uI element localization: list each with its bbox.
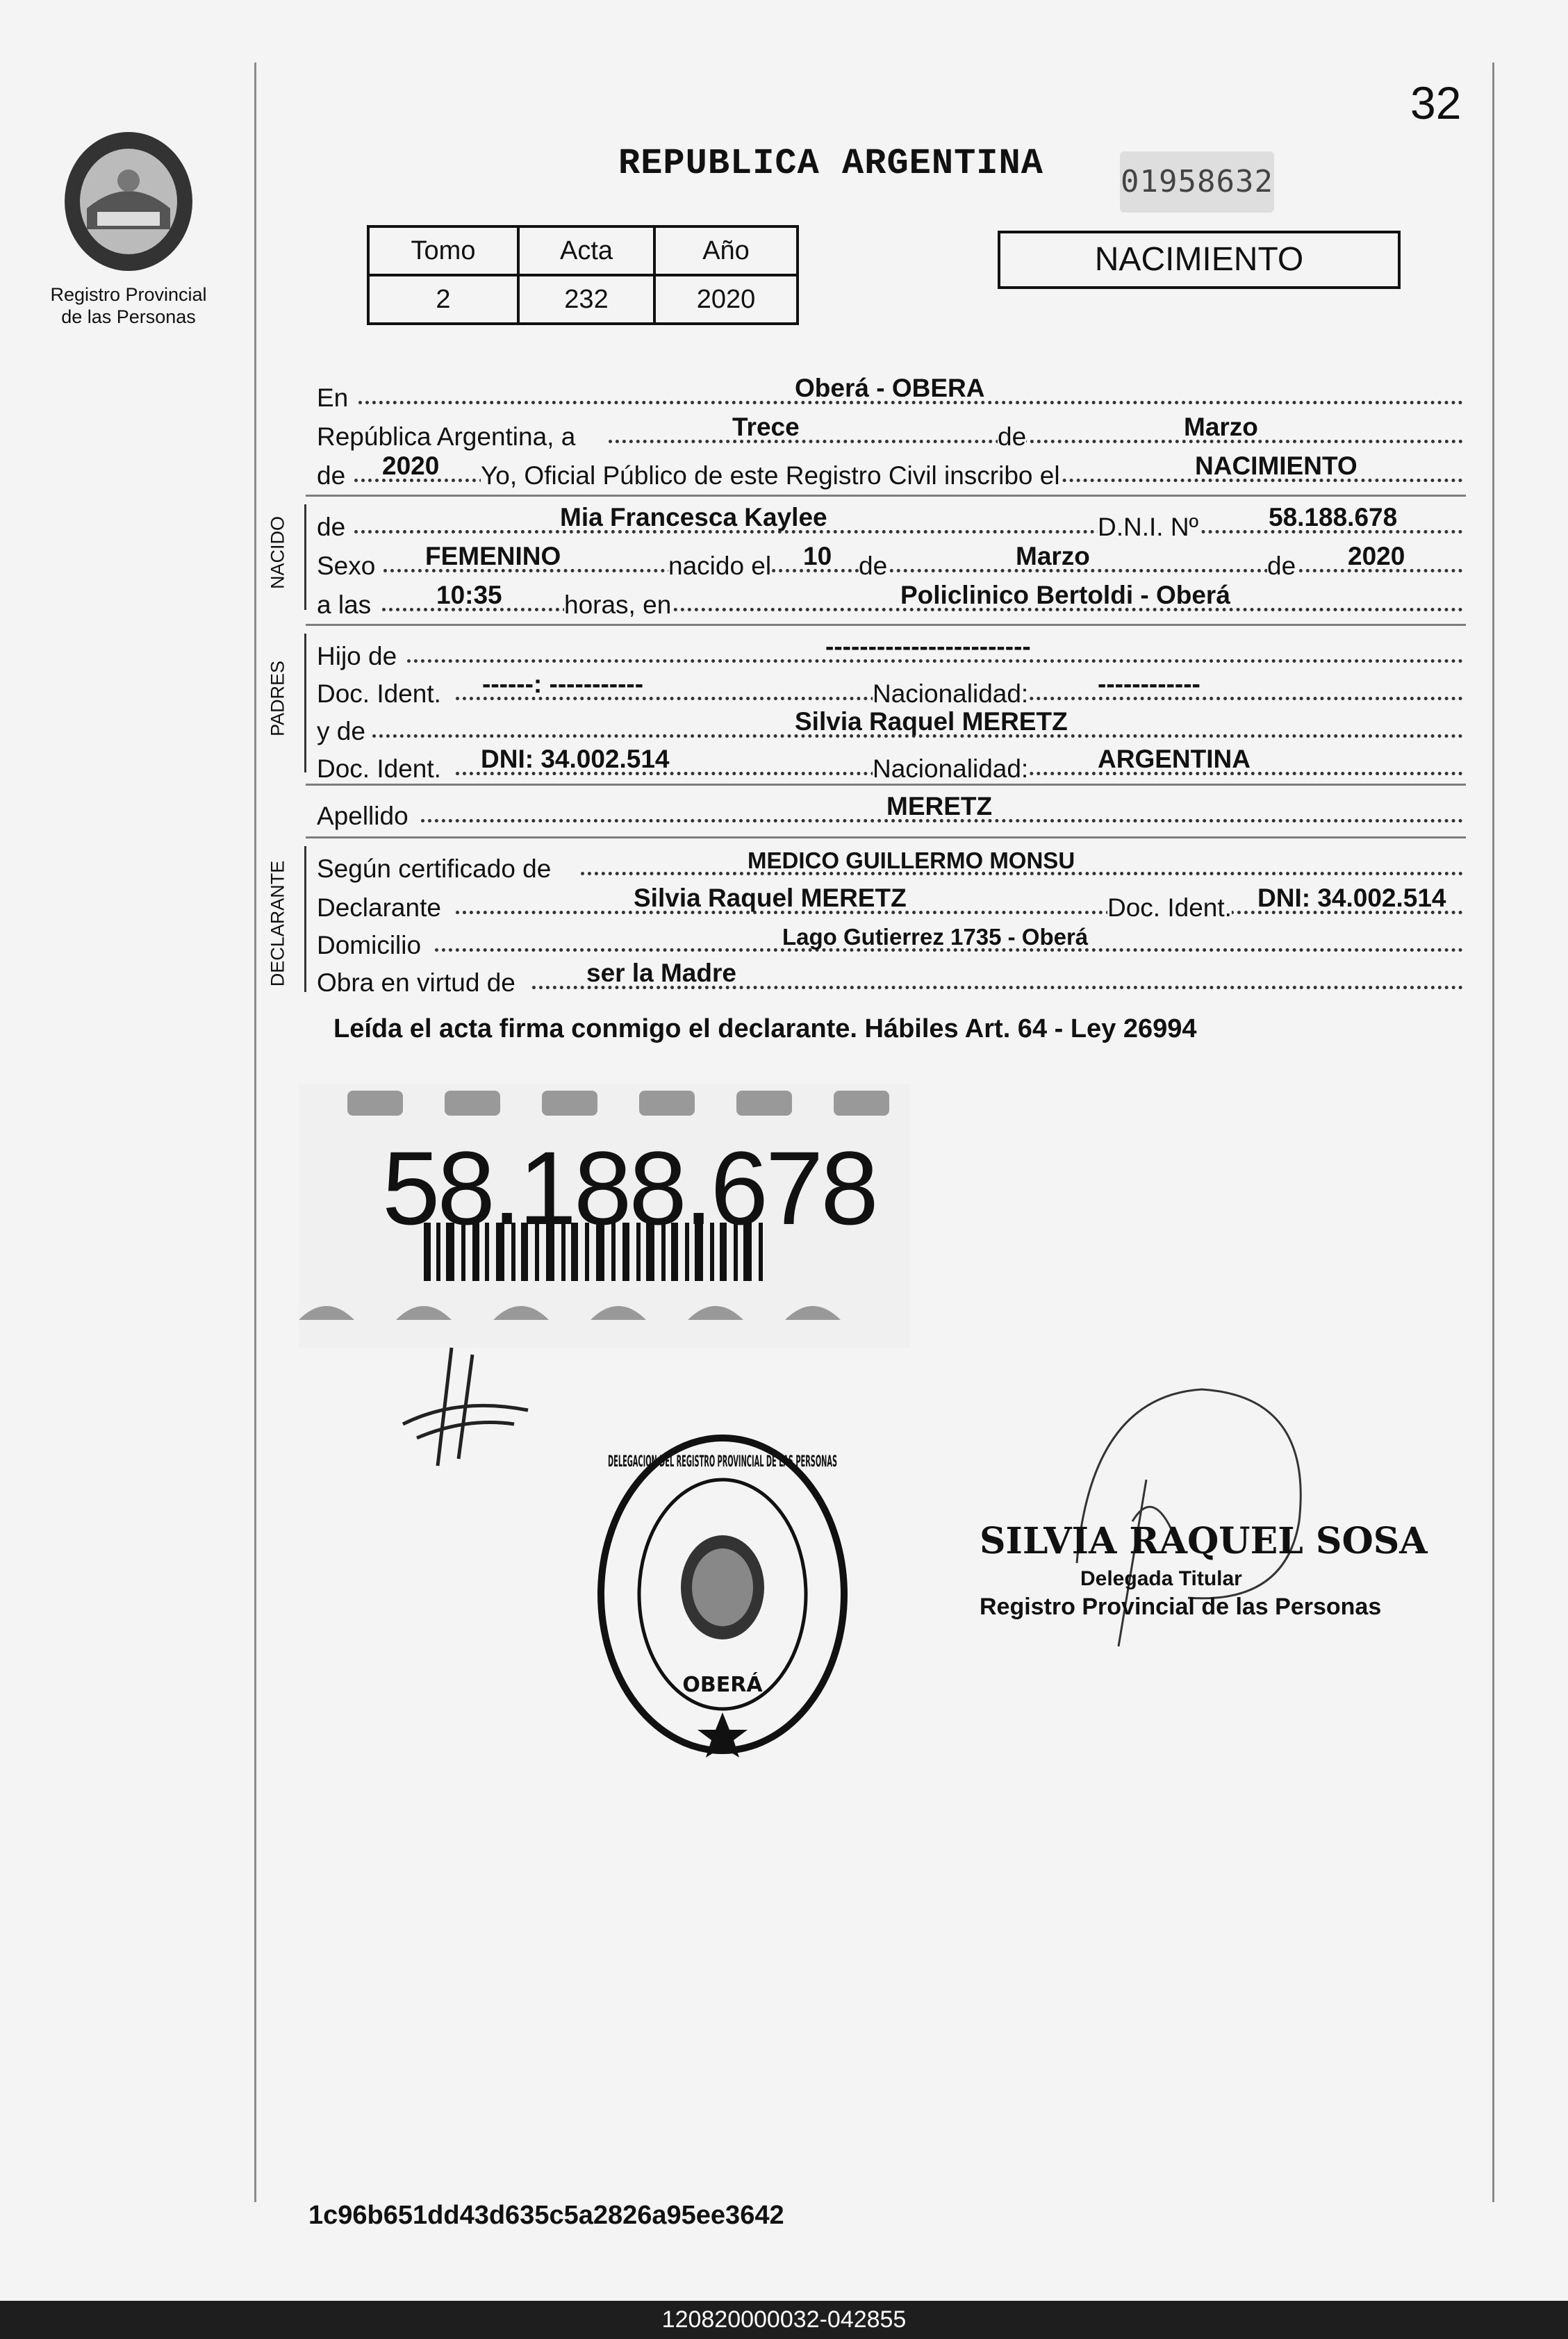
row-madre-doc: Doc. Ident. DNI: 34.002.514 Nacionalidad: ARGENTINA [317, 749, 1463, 779]
acta-header: Acta [518, 226, 654, 275]
dni-value: 58.188.678 [1269, 503, 1398, 531]
padre-value: ------------------------ [825, 632, 1031, 661]
document-hash: 1c96b651dd43d635c5a2826a95ee3642 [308, 2201, 784, 2230]
row-fecha: República Argentina, a Trece de Marzo [317, 417, 1463, 447]
serial-number-stamp: 01958632 [1120, 151, 1274, 213]
registrar-initials-signature [389, 1341, 542, 1473]
section-declarante-label: DECLARANTE [267, 860, 288, 987]
closing-statement: Leída el acta firma conmigo el declarante. Hábiles Art. 64 - Ley 26994 [333, 1014, 1197, 1043]
tomo-header: Tomo [368, 226, 518, 275]
nac-dia-value: 10 [803, 542, 832, 570]
row-inscripcion: de 2020 Yo, Oficial Público de este Registro Civil inscribo el NACIMIENTO [317, 456, 1463, 486]
declarante-doc-value: DNI: 34.002.514 [1257, 884, 1446, 912]
official-institution: Registro Provincial de las Personas [980, 1594, 1382, 1620]
nombre-value: Mia Francesca Kaylee [560, 503, 827, 531]
apellido-value: MERETZ [886, 792, 993, 820]
document-title: REPUBLICA ARGENTINA [618, 143, 1043, 184]
row-hora: a las 10:35 horas, en Policlinico Bertoldi - Oberá [317, 585, 1463, 615]
delegation-seal [591, 1428, 855, 1761]
anio-header: Año [654, 226, 798, 275]
row-madre: y de Silvia Raquel MERETZ [317, 711, 1463, 742]
row-nombre: de Mia Francesca Kaylee D.N.I. Nº 58.188.678 [317, 507, 1463, 538]
nac-mes-value: Marzo [1016, 542, 1090, 570]
dia-value: Trece [732, 413, 800, 441]
padre-nac-value: ------------ [1098, 670, 1200, 698]
record-reference-table [367, 225, 799, 325]
official-name: SILVIA RAQUEL SOSA [980, 1520, 1428, 1562]
padre-doc-value: ------: ----------- [482, 670, 644, 698]
section-padres-label: PADRES [267, 660, 288, 737]
obra-value: ser la Madre [586, 959, 736, 987]
sexo-value: FEMENINO [425, 542, 561, 570]
svg-text:OBERÁ: OBERÁ [682, 1673, 763, 1697]
page-number: 32 [1410, 77, 1462, 129]
row-declarante: Declarante Silvia Raquel MERETZ Doc. Ident. DNI: 34.002.514 [317, 888, 1463, 918]
nac-anio-value: 2020 [1348, 542, 1405, 570]
lugar-value: Oberá - OBERA [795, 374, 985, 402]
official-role: Delegada Titular [1080, 1567, 1242, 1590]
madre-value: Silvia Raquel MERETZ [795, 707, 1068, 736]
right-margin-line [1492, 63, 1494, 2202]
row-padre: Hijo de ------------------------ [317, 636, 1463, 667]
domicilio-value: Lago Gutierrez 1735 - Oberá [782, 924, 1089, 950]
province-crest-icon [56, 125, 201, 278]
row-lugar: En Oberá - OBERA [317, 378, 1463, 408]
hora-value: 10:35 [436, 581, 502, 609]
svg-text:DELEGACION DEL REGISTRO PROVIN: DELEGACION DEL REGISTRO PROVINCIAL DE LAS PERSONAS [608, 1453, 837, 1471]
acta-value: 232 [518, 275, 654, 324]
act-type-box: NACIMIENTO [998, 231, 1401, 289]
section-nacido-label: NACIDO [267, 516, 288, 590]
lugar-nac-value: Policlinico Bertoldi - Oberá [900, 581, 1230, 609]
left-margin-line [254, 63, 256, 2202]
declarante-value: Silvia Raquel MERETZ [634, 884, 907, 912]
row-padre-doc: Doc. Ident. ------: ----------- Nacionalidad: ------------ [317, 674, 1463, 704]
row-obra: Obra en virtud de ser la Madre [317, 963, 1463, 993]
row-domicilio: Domicilio Lago Gutierrez 1735 - Oberá [317, 925, 1463, 956]
mes-value: Marzo [1184, 413, 1258, 441]
barcode-number: 58.188.678 [382, 1130, 876, 1246]
madre-doc-value: DNI: 34.002.514 [481, 745, 670, 773]
madre-nac-value: ARGENTINA [1098, 745, 1251, 773]
anio-record-value: 2020 [382, 452, 440, 480]
registry-caption: Registro Provincial de las Personas [50, 284, 207, 327]
row-apellido: Apellido MERETZ [317, 796, 1463, 827]
row-certificado: Según certificado de MEDICO GUILLERMO MONSU [317, 849, 1463, 879]
certificado-value: MEDICO GUILLERMO MONSU [748, 848, 1075, 873]
acto-value: NACIMIENTO [1195, 452, 1357, 480]
row-sexo: Sexo FEMENINO nacido el 10 de Marzo de 2020 [317, 546, 1463, 577]
anio-value: 2020 [654, 275, 798, 324]
footer-id-bar: 120820000032-042855 [0, 2301, 1568, 2339]
tomo-value: 2 [368, 275, 518, 324]
